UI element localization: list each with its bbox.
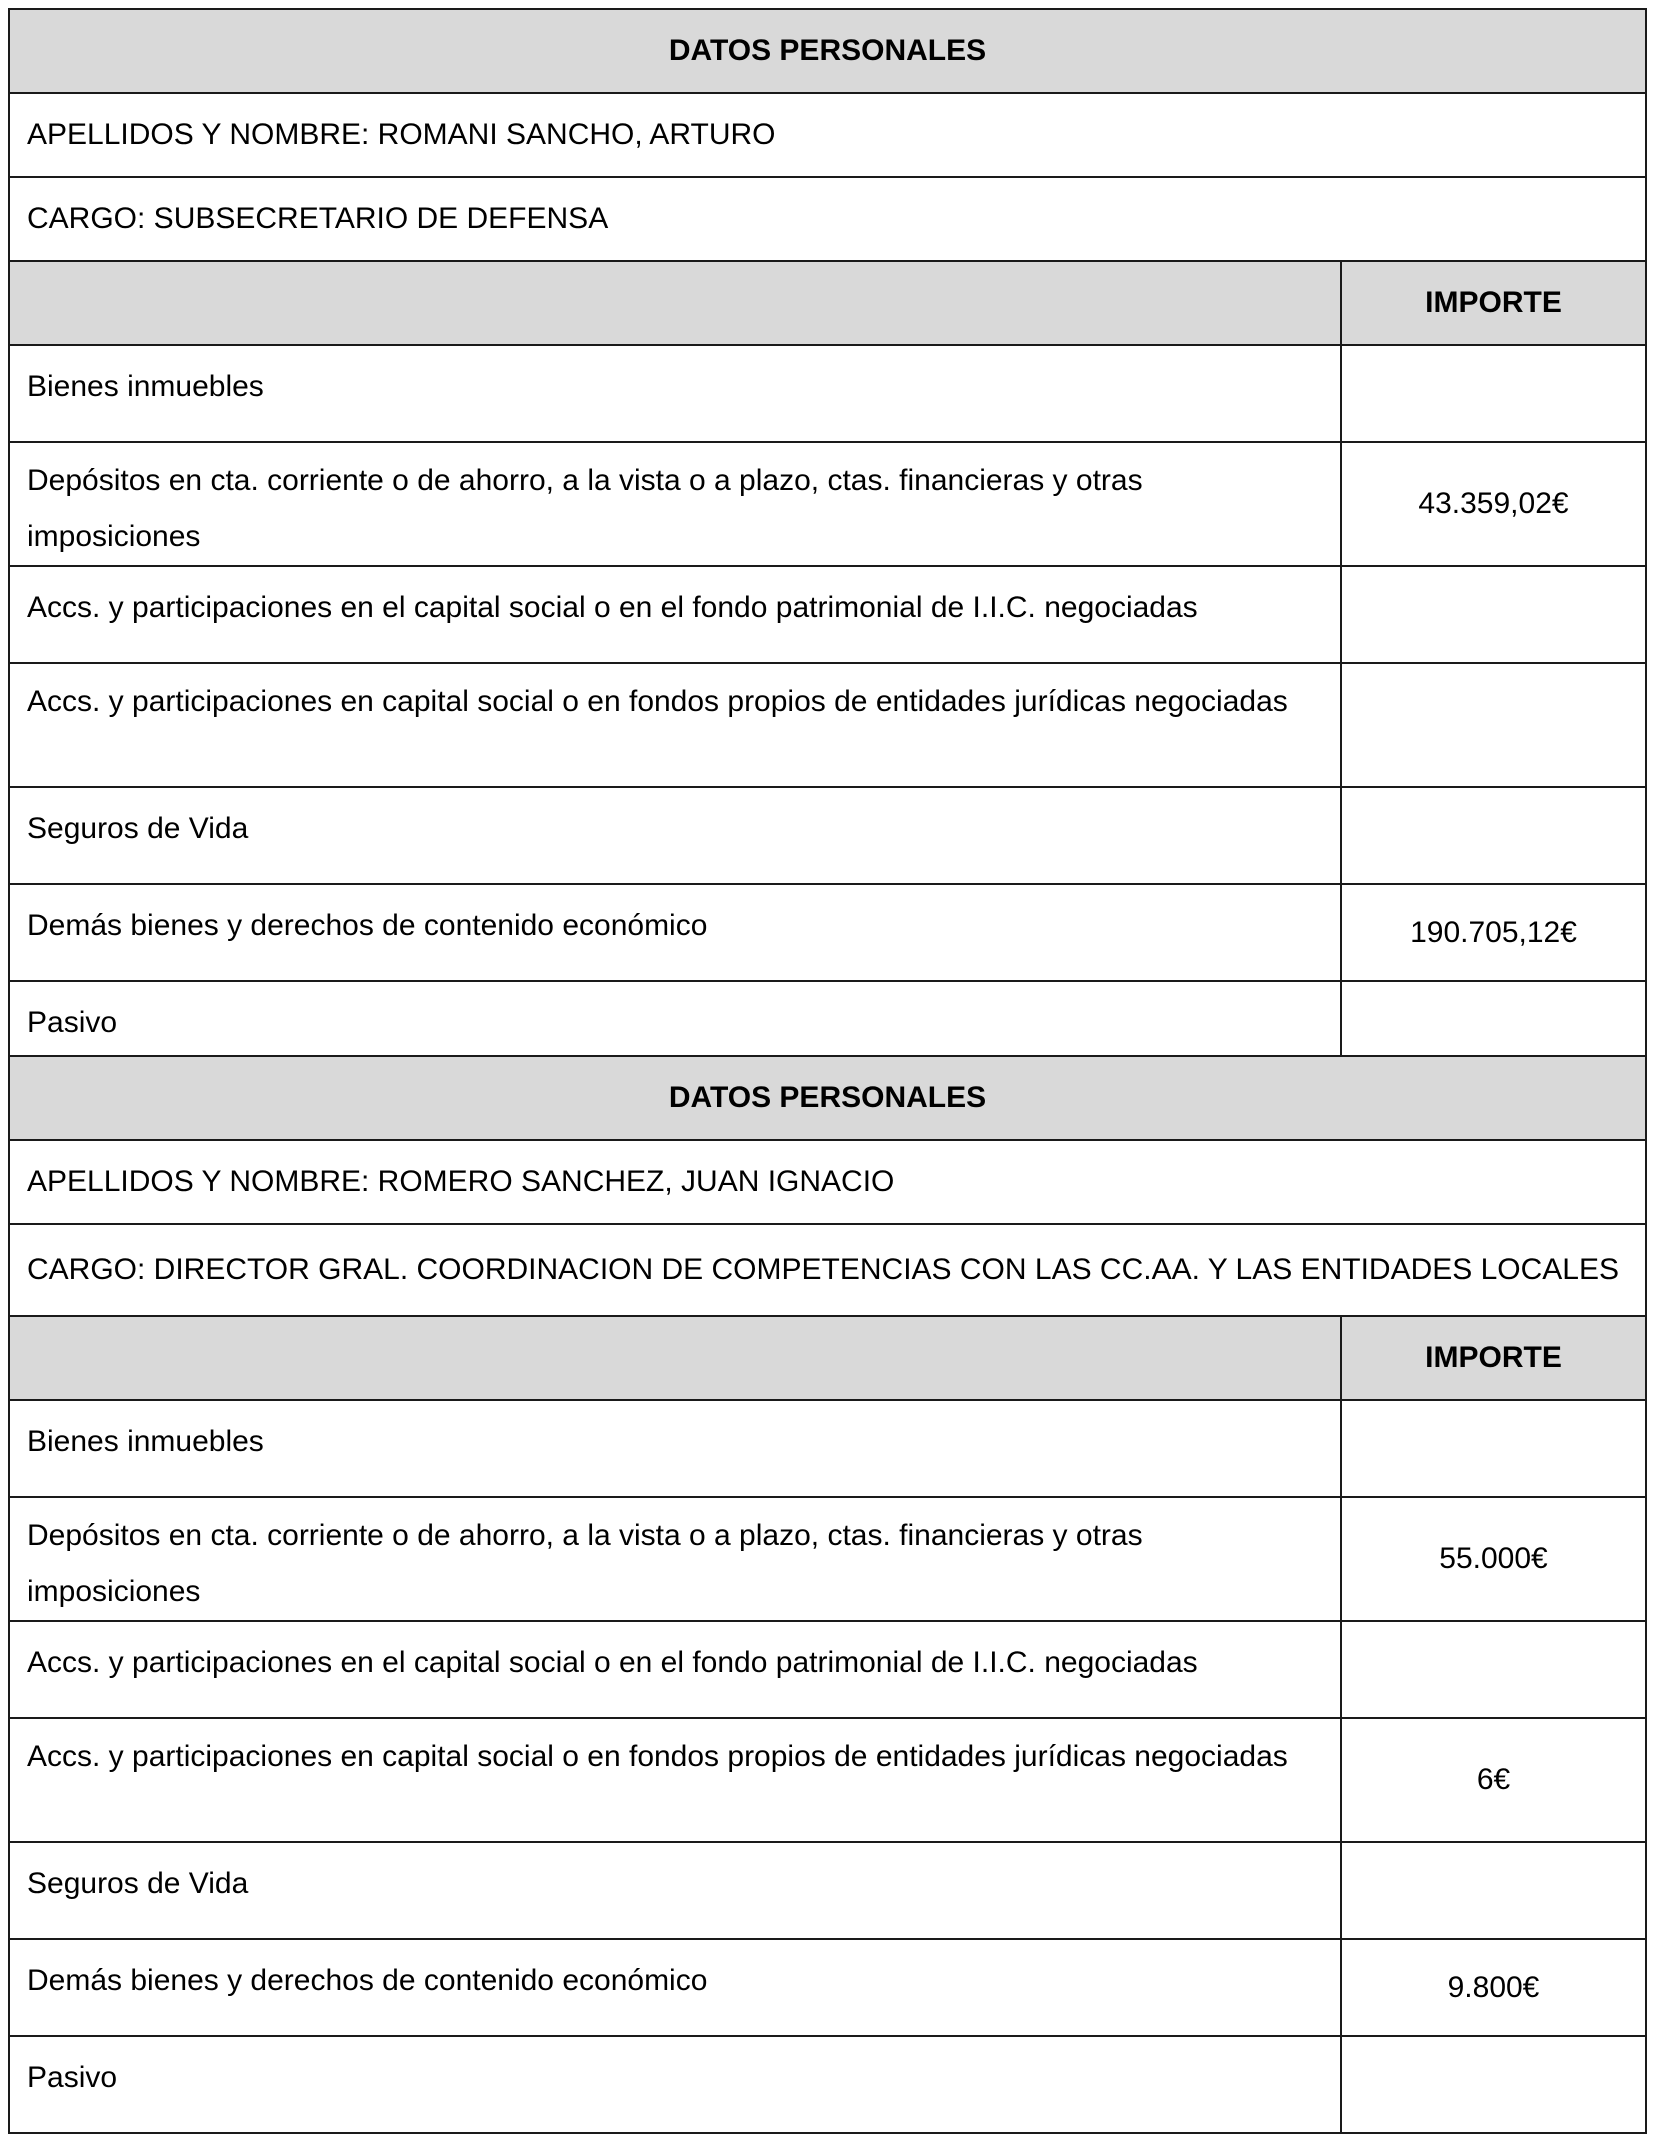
name-field: APELLIDOS Y NOMBRE: ROMANI SANCHO, ARTURO [9, 93, 1646, 177]
item-amount [1341, 2036, 1646, 2133]
item-amount [1341, 787, 1646, 884]
table-row [9, 2036, 1646, 2133]
position-field: CARGO: DIRECTOR GRAL. COORDINACION DE COMPETENCIAS CON LAS CC.AA. Y LAS ENTIDADES LOCALES [9, 1224, 1646, 1316]
item-amount [1341, 1842, 1646, 1939]
item-amount [1341, 566, 1646, 663]
item-label: Accs. y participaciones en capital social o en fondos propios de entidades jurídicas negociadas [9, 1718, 1341, 1842]
item-amount [1341, 663, 1646, 787]
item-amount [1341, 345, 1646, 442]
item-label: Demás bienes y derechos de contenido económico [9, 884, 1341, 981]
table-row [9, 663, 1646, 787]
item-amount: 43.359,02€ [1341, 442, 1646, 566]
table-row [9, 345, 1646, 442]
table-row [9, 1400, 1646, 1497]
item-label: Bienes inmuebles [9, 345, 1341, 442]
item-label: Accs. y participaciones en capital social o en fondos propios de entidades jurídicas negociadas [9, 663, 1341, 787]
amount-column-header: IMPORTE [1341, 1316, 1646, 1400]
item-label: Accs. y participaciones en el capital social o en el fondo patrimonial de I.I.C. negociadas [9, 566, 1341, 663]
table-row [9, 1497, 1646, 1621]
item-amount [1341, 1621, 1646, 1718]
item-label: Accs. y participaciones en el capital social o en el fondo patrimonial de I.I.C. negociadas [9, 1621, 1341, 1718]
table-row [9, 1939, 1646, 2036]
item-amount: 190.705,12€ [1341, 884, 1646, 981]
item-amount: 55.000€ [1341, 1497, 1646, 1621]
section-header-row [9, 1056, 1646, 1140]
declaration-table [8, 8, 1647, 1079]
position-row [9, 1224, 1646, 1316]
item-label: Seguros de Vida [9, 1842, 1341, 1939]
section-header-row [9, 9, 1646, 93]
item-amount: 6€ [1341, 1718, 1646, 1842]
item-label: Demás bienes y derechos de contenido económico [9, 1939, 1341, 2036]
item-label: Pasivo [9, 981, 1341, 1078]
table-row [9, 442, 1646, 566]
position-row [9, 177, 1646, 261]
declaration-table [8, 1055, 1647, 2134]
name-field: APELLIDOS Y NOMBRE: ROMERO SANCHEZ, JUAN IGNACIO [9, 1140, 1646, 1224]
table-row [9, 1621, 1646, 1718]
amount-column-header: IMPORTE [1341, 261, 1646, 345]
position-field: CARGO: SUBSECRETARIO DE DEFENSA [9, 177, 1646, 261]
table-row [9, 884, 1646, 981]
item-label: Seguros de Vida [9, 787, 1341, 884]
column-header-row [9, 261, 1646, 345]
table-row [9, 787, 1646, 884]
blank-header-cell [9, 261, 1341, 345]
table-row [9, 1842, 1646, 1939]
section-title: DATOS PERSONALES [9, 1056, 1646, 1140]
item-label: Pasivo [9, 2036, 1341, 2133]
table-row [9, 1718, 1646, 1842]
blank-header-cell [9, 1316, 1341, 1400]
item-label: Depósitos en cta. corriente o de ahorro, a la vista o a plazo, ctas. financieras y otras imposiciones [9, 1497, 1341, 1621]
item-amount [1341, 1400, 1646, 1497]
table-row [9, 566, 1646, 663]
name-row [9, 93, 1646, 177]
column-header-row [9, 1316, 1646, 1400]
name-row [9, 1140, 1646, 1224]
item-label: Depósitos en cta. corriente o de ahorro, a la vista o a plazo, ctas. financieras y otras imposiciones [9, 442, 1341, 566]
section-title: DATOS PERSONALES [9, 9, 1646, 93]
item-amount: 9.800€ [1341, 1939, 1646, 2036]
item-label: Bienes inmuebles [9, 1400, 1341, 1497]
